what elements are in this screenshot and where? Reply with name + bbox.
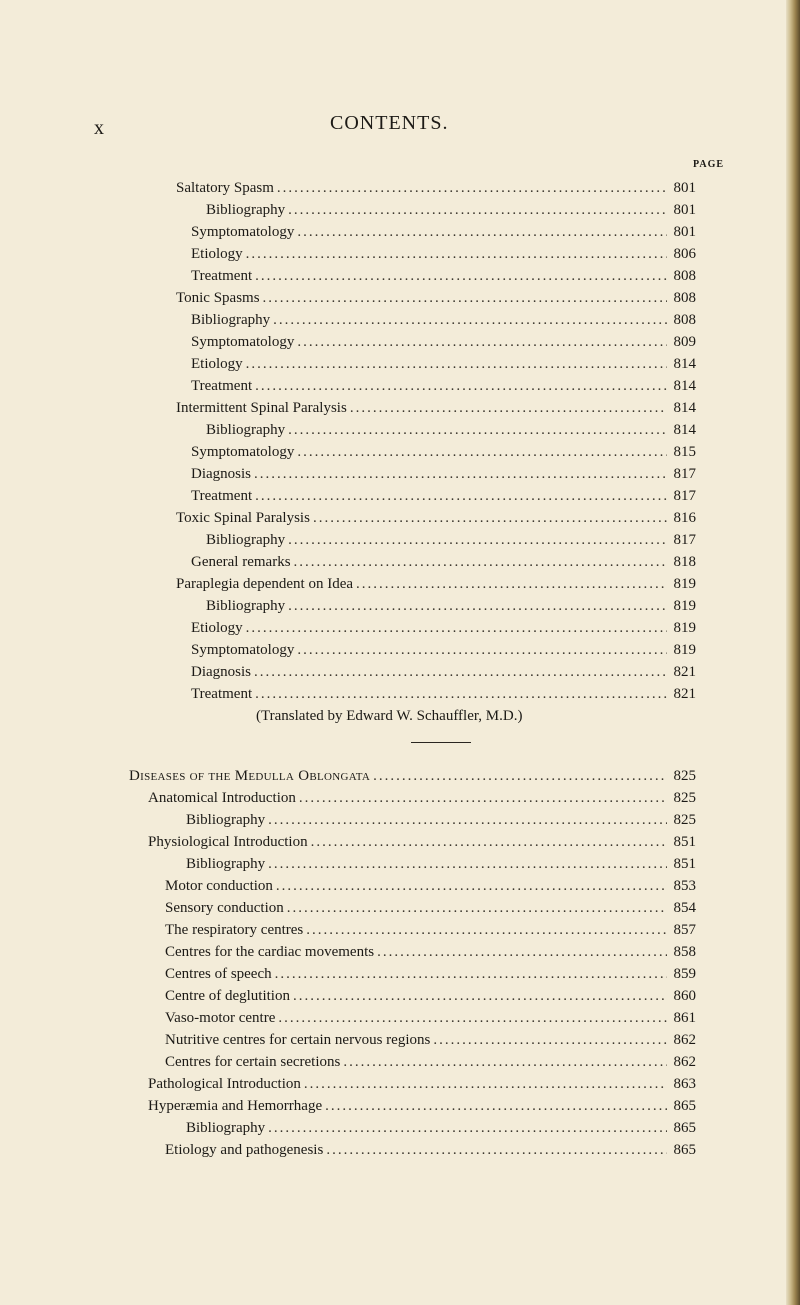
toc-entry-page: 806 <box>673 246 696 262</box>
leader-dots <box>263 290 667 307</box>
leader-dots <box>373 768 667 785</box>
toc-entry <box>165 1032 696 1054</box>
toc-entry-label: Bibliography <box>191 312 271 328</box>
toc-entry-page: 861 <box>673 1010 696 1026</box>
toc-entry-label: The respiratory centres <box>165 922 304 938</box>
toc-entry <box>165 900 696 922</box>
toc-entry-page: 816 <box>673 510 696 526</box>
toc-entry-label: Symptomatology <box>191 334 295 350</box>
toc-entry <box>206 202 696 224</box>
translator-note: (Translated by Edward W. Schauffler, M.D.) <box>256 708 523 724</box>
toc-entry-page: 865 <box>673 1120 696 1136</box>
toc-entry <box>176 400 696 422</box>
toc-entry <box>148 834 696 856</box>
leader-dots <box>246 246 667 263</box>
leader-dots <box>268 1120 667 1137</box>
toc-entry-page: 859 <box>673 966 696 982</box>
toc-entry-page: 819 <box>673 642 696 658</box>
toc-entry-page: 862 <box>673 1054 696 1070</box>
leader-dots <box>433 1032 667 1049</box>
leader-dots <box>246 620 667 637</box>
toc-entry-label: Hyperæmia and Hemorrhage <box>148 1098 323 1114</box>
toc-entry <box>165 966 696 988</box>
toc-entry-label: Physiological Introduction <box>148 834 308 850</box>
leader-dots <box>254 664 667 681</box>
toc-entry-label: Diagnosis <box>191 466 251 482</box>
toc-entry-page: 857 <box>673 922 696 938</box>
toc-entry-label: Paraplegia dependent on Idea <box>176 576 354 592</box>
toc-entry <box>191 268 696 290</box>
toc-entry <box>191 466 696 488</box>
toc-entry <box>186 1120 696 1142</box>
toc-entry <box>176 290 696 312</box>
toc-entry-page: 815 <box>673 444 696 460</box>
toc-entry-label: Treatment <box>191 268 253 284</box>
toc-entry-label: Sensory conduction <box>165 900 284 916</box>
toc-entry-page: 851 <box>673 856 696 872</box>
toc-entry-label: Vaso-motor centre <box>165 1010 276 1026</box>
toc-entry <box>165 944 696 966</box>
toc-entry-label: Treatment <box>191 686 253 702</box>
toc-entry-label: Etiology <box>191 356 243 372</box>
toc-entry <box>165 988 696 1010</box>
toc-entry-page: 817 <box>673 466 696 482</box>
toc-entry <box>191 664 696 686</box>
leader-dots <box>297 444 667 461</box>
toc-entry-page: 862 <box>673 1032 696 1048</box>
toc-entry <box>148 790 696 812</box>
toc-entry <box>191 686 696 708</box>
leader-dots <box>325 1098 667 1115</box>
leader-dots <box>294 554 667 571</box>
leader-dots <box>377 944 667 961</box>
toc-entry-label: Treatment <box>191 378 253 394</box>
toc-entry-label: Etiology <box>191 246 243 262</box>
toc-entry-page: 814 <box>673 422 696 438</box>
toc-entry-page: 817 <box>673 532 696 548</box>
leader-dots <box>297 334 667 351</box>
toc-entry-page: 860 <box>673 988 696 1004</box>
leader-dots <box>297 224 667 241</box>
toc-entry <box>191 246 696 268</box>
toc-entry-page: 814 <box>673 378 696 394</box>
toc-entry-label: Anatomical Introduction <box>148 790 296 806</box>
toc-entry <box>176 576 696 598</box>
toc-entry-label: Bibliography <box>206 202 286 218</box>
toc-entry <box>191 554 696 576</box>
leader-dots <box>306 922 667 939</box>
toc-entry <box>206 422 696 444</box>
leader-dots <box>278 1010 667 1027</box>
leader-dots <box>268 856 667 873</box>
toc-entry-page: 808 <box>673 268 696 284</box>
toc-entry <box>206 598 696 620</box>
running-title: CONTENTS. <box>330 112 449 134</box>
toc-entry-page: 865 <box>673 1098 696 1114</box>
toc-entry-label: Centres for the cardiac movements <box>165 944 375 960</box>
leader-dots <box>288 202 667 219</box>
leader-dots <box>350 400 667 417</box>
toc-entry-page: 819 <box>673 620 696 636</box>
section-heading-page: 825 <box>673 768 696 784</box>
toc-entry-label: Nutritive centres for certain nervous regions <box>165 1032 431 1048</box>
section-heading-label: Diseases of the Medulla Oblongata <box>129 768 371 784</box>
leader-dots <box>311 834 667 851</box>
toc-entry <box>186 856 696 878</box>
toc-entry-label: Saltatory Spasm <box>176 180 274 196</box>
toc-entry-label: Motor conduction <box>165 878 273 894</box>
section-heading <box>129 768 696 790</box>
toc-entry-label: Bibliography <box>186 812 266 828</box>
leader-dots <box>326 1142 667 1159</box>
toc-entry-label: Bibliography <box>186 1120 266 1136</box>
leader-dots <box>313 510 667 527</box>
leader-dots <box>297 642 667 659</box>
toc-entry-page: 801 <box>673 180 696 196</box>
leader-dots <box>288 532 667 549</box>
toc-entry-page: 854 <box>673 900 696 916</box>
toc-entry-label: Symptomatology <box>191 444 295 460</box>
toc-entry-page: 817 <box>673 488 696 504</box>
toc-entry-page: 819 <box>673 576 696 592</box>
toc-entry <box>186 812 696 834</box>
toc-entry-label: Symptomatology <box>191 642 295 658</box>
toc-entry-label: Bibliography <box>206 422 286 438</box>
toc-entry <box>165 1142 696 1164</box>
leader-dots <box>254 466 667 483</box>
toc-entry <box>165 878 696 900</box>
toc-entry-page: 801 <box>673 224 696 240</box>
toc-entry-label: Pathological Introduction <box>148 1076 301 1092</box>
leader-dots <box>356 576 667 593</box>
toc-entry-label: Treatment <box>191 488 253 504</box>
toc-entry-label: Symptomatology <box>191 224 295 240</box>
toc-entry-page: 801 <box>673 202 696 218</box>
toc-entry <box>148 1098 696 1120</box>
toc-entry <box>165 1054 696 1076</box>
toc-entry-label: General remarks <box>191 554 291 570</box>
toc-entry <box>148 1076 696 1098</box>
toc-entry-page: 818 <box>673 554 696 570</box>
toc-entry-page: 825 <box>673 812 696 828</box>
leader-dots <box>255 268 667 285</box>
toc-entry-page: 853 <box>673 878 696 894</box>
leader-dots <box>276 878 667 895</box>
toc-entry-label: Toxic Spinal Paralysis <box>176 510 310 526</box>
toc-entry-page: 851 <box>673 834 696 850</box>
toc-entry-page: 825 <box>673 790 696 806</box>
toc-entry-label: Bibliography <box>206 532 286 548</box>
leader-dots <box>304 1076 667 1093</box>
leader-dots <box>255 686 667 703</box>
toc-entry <box>191 488 696 510</box>
toc-entry-label: Tonic Spasms <box>176 290 260 306</box>
toc-entry <box>191 642 696 664</box>
toc-entry <box>191 620 696 642</box>
page-number: x <box>94 117 104 139</box>
leader-dots <box>277 180 667 197</box>
toc-entry-label: Bibliography <box>186 856 266 872</box>
toc-entry-page: 814 <box>673 356 696 372</box>
leader-dots <box>293 988 667 1005</box>
leader-dots <box>275 966 667 983</box>
toc-entry-label: Etiology <box>191 620 243 636</box>
toc-entry-label: Etiology and pathogenesis <box>165 1142 324 1158</box>
leader-dots <box>246 356 667 373</box>
toc-entry-label: Centre of deglutition <box>165 988 290 1004</box>
toc-entry <box>206 532 696 554</box>
leader-dots <box>288 598 667 615</box>
toc-entry-label: Intermittent Spinal Paralysis <box>176 400 347 416</box>
toc-entry <box>191 224 696 246</box>
toc-entry <box>191 378 696 400</box>
toc-entry <box>176 510 696 532</box>
toc-entry-label: Centres for certain secretions <box>165 1054 341 1070</box>
leader-dots <box>268 812 667 829</box>
leader-dots <box>299 790 667 807</box>
toc-entry-page: 863 <box>673 1076 696 1092</box>
leader-dots <box>255 488 667 505</box>
leader-dots <box>273 312 667 329</box>
toc-entry-page: 808 <box>673 312 696 328</box>
leader-dots <box>288 422 667 439</box>
toc-entry-label: Diagnosis <box>191 664 251 680</box>
toc-entry <box>191 356 696 378</box>
toc-entry-page: 858 <box>673 944 696 960</box>
leader-dots <box>343 1054 667 1071</box>
page-edge <box>786 0 800 1305</box>
leader-dots <box>255 378 667 395</box>
toc-entry-page: 865 <box>673 1142 696 1158</box>
page-column-label: PAGE <box>693 159 725 170</box>
toc-entry <box>191 312 696 334</box>
toc-entry-label: Centres of speech <box>165 966 272 982</box>
toc-entry <box>191 334 696 356</box>
toc-entry-page: 821 <box>673 686 696 702</box>
toc-entry-page: 808 <box>673 290 696 306</box>
section-divider <box>411 742 471 743</box>
leader-dots <box>287 900 667 917</box>
toc-entry-page: 809 <box>673 334 696 350</box>
toc-entry <box>165 922 696 944</box>
toc-entry <box>165 1010 696 1032</box>
toc-entry-page: 819 <box>673 598 696 614</box>
toc-entry-page: 814 <box>673 400 696 416</box>
toc-entry-label: Bibliography <box>206 598 286 614</box>
toc-entry <box>191 444 696 466</box>
toc-entry <box>176 180 696 202</box>
toc-entry-page: 821 <box>673 664 696 680</box>
